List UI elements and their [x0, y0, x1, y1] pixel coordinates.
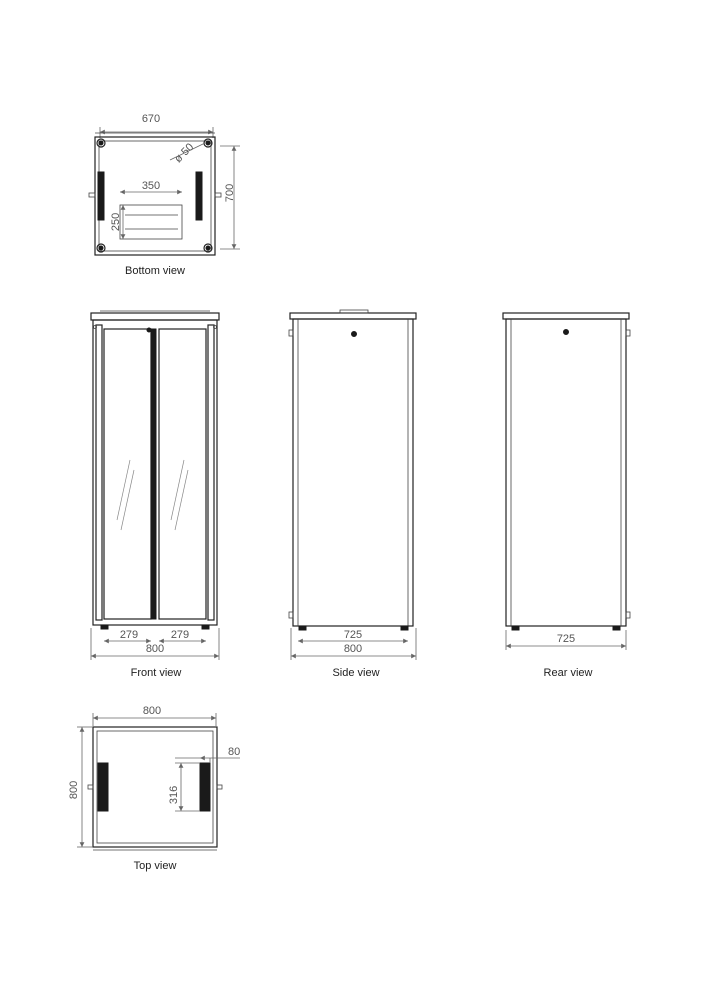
cable-entry-slot: [98, 763, 108, 811]
top-view-caption: Top view: [133, 860, 177, 872]
side-panel: [293, 319, 413, 626]
front-view-caption: Front view: [130, 667, 182, 679]
front-view: [91, 311, 219, 679]
foot-icon: [202, 625, 209, 629]
rear-view-caption: Rear view: [543, 667, 593, 679]
top-width-label: 800: [142, 705, 162, 717]
hole-diameter-label: ø 50: [172, 141, 197, 166]
rear-panel: [506, 319, 626, 626]
foot-icon: [99, 141, 103, 145]
foot-icon: [101, 625, 108, 629]
cable-opening: [120, 205, 182, 239]
front-width-label: 800: [145, 643, 165, 655]
glass-reflection: [121, 470, 134, 530]
cable-entry-slot: [200, 763, 210, 811]
vent-slot: [98, 172, 104, 220]
foot-icon: [99, 246, 103, 250]
bolt-icon: [89, 193, 95, 197]
top-view: [68, 705, 240, 872]
bolt-icon: [215, 193, 221, 197]
side-inner-label: 725: [343, 629, 363, 641]
opening-height-label: 250: [110, 212, 122, 232]
vent-slot: [196, 172, 202, 220]
foot-icon: [613, 626, 620, 630]
foot-icon: [299, 626, 306, 630]
front-right-post: [208, 325, 214, 620]
door-center-strip: [151, 329, 156, 619]
top-depth-label: 800: [68, 780, 80, 800]
side-view-caption: Side view: [332, 667, 380, 679]
side-view: [289, 310, 416, 679]
glass-reflection: [171, 460, 184, 520]
side-lock-icon: [352, 332, 357, 337]
lock-icon: [147, 328, 151, 332]
rear-lock-icon: [564, 330, 569, 335]
foot-icon: [206, 246, 210, 250]
hinge-icon: [289, 612, 293, 618]
front-left-post: [96, 325, 102, 620]
rear-view: [503, 313, 630, 679]
rear-top-cap: [503, 313, 629, 319]
bottom-view: [89, 113, 240, 277]
bottom-depth-label: 700: [224, 183, 236, 203]
side-top-cap: [290, 313, 416, 319]
bolt-icon: [88, 785, 93, 789]
hinge-icon: [289, 330, 293, 336]
bottom-view-inner-outline: [99, 141, 211, 251]
opening-width-label: 350: [141, 180, 161, 192]
slot-height-label: 316: [168, 785, 180, 805]
bottom-width-label: 670: [141, 113, 161, 125]
left-door: [104, 329, 151, 619]
slot-width-label: 80: [228, 746, 241, 758]
bottom-view-caption: Bottom view: [125, 265, 185, 277]
top-view-inner-outline: [97, 731, 213, 843]
front-top-cap: [91, 313, 219, 320]
right-door-label: 279: [170, 629, 190, 641]
rear-width-label: 725: [556, 633, 576, 645]
glass-reflection: [175, 470, 188, 530]
glass-reflection: [117, 460, 130, 520]
left-door-label: 279: [119, 629, 139, 641]
right-door: [159, 329, 206, 619]
foot-icon: [512, 626, 519, 630]
bolt-icon: [217, 785, 222, 789]
foot-icon: [206, 141, 210, 145]
side-outer-label: 800: [343, 643, 363, 655]
top-view-outline: [93, 727, 217, 847]
foot-icon: [401, 626, 408, 630]
